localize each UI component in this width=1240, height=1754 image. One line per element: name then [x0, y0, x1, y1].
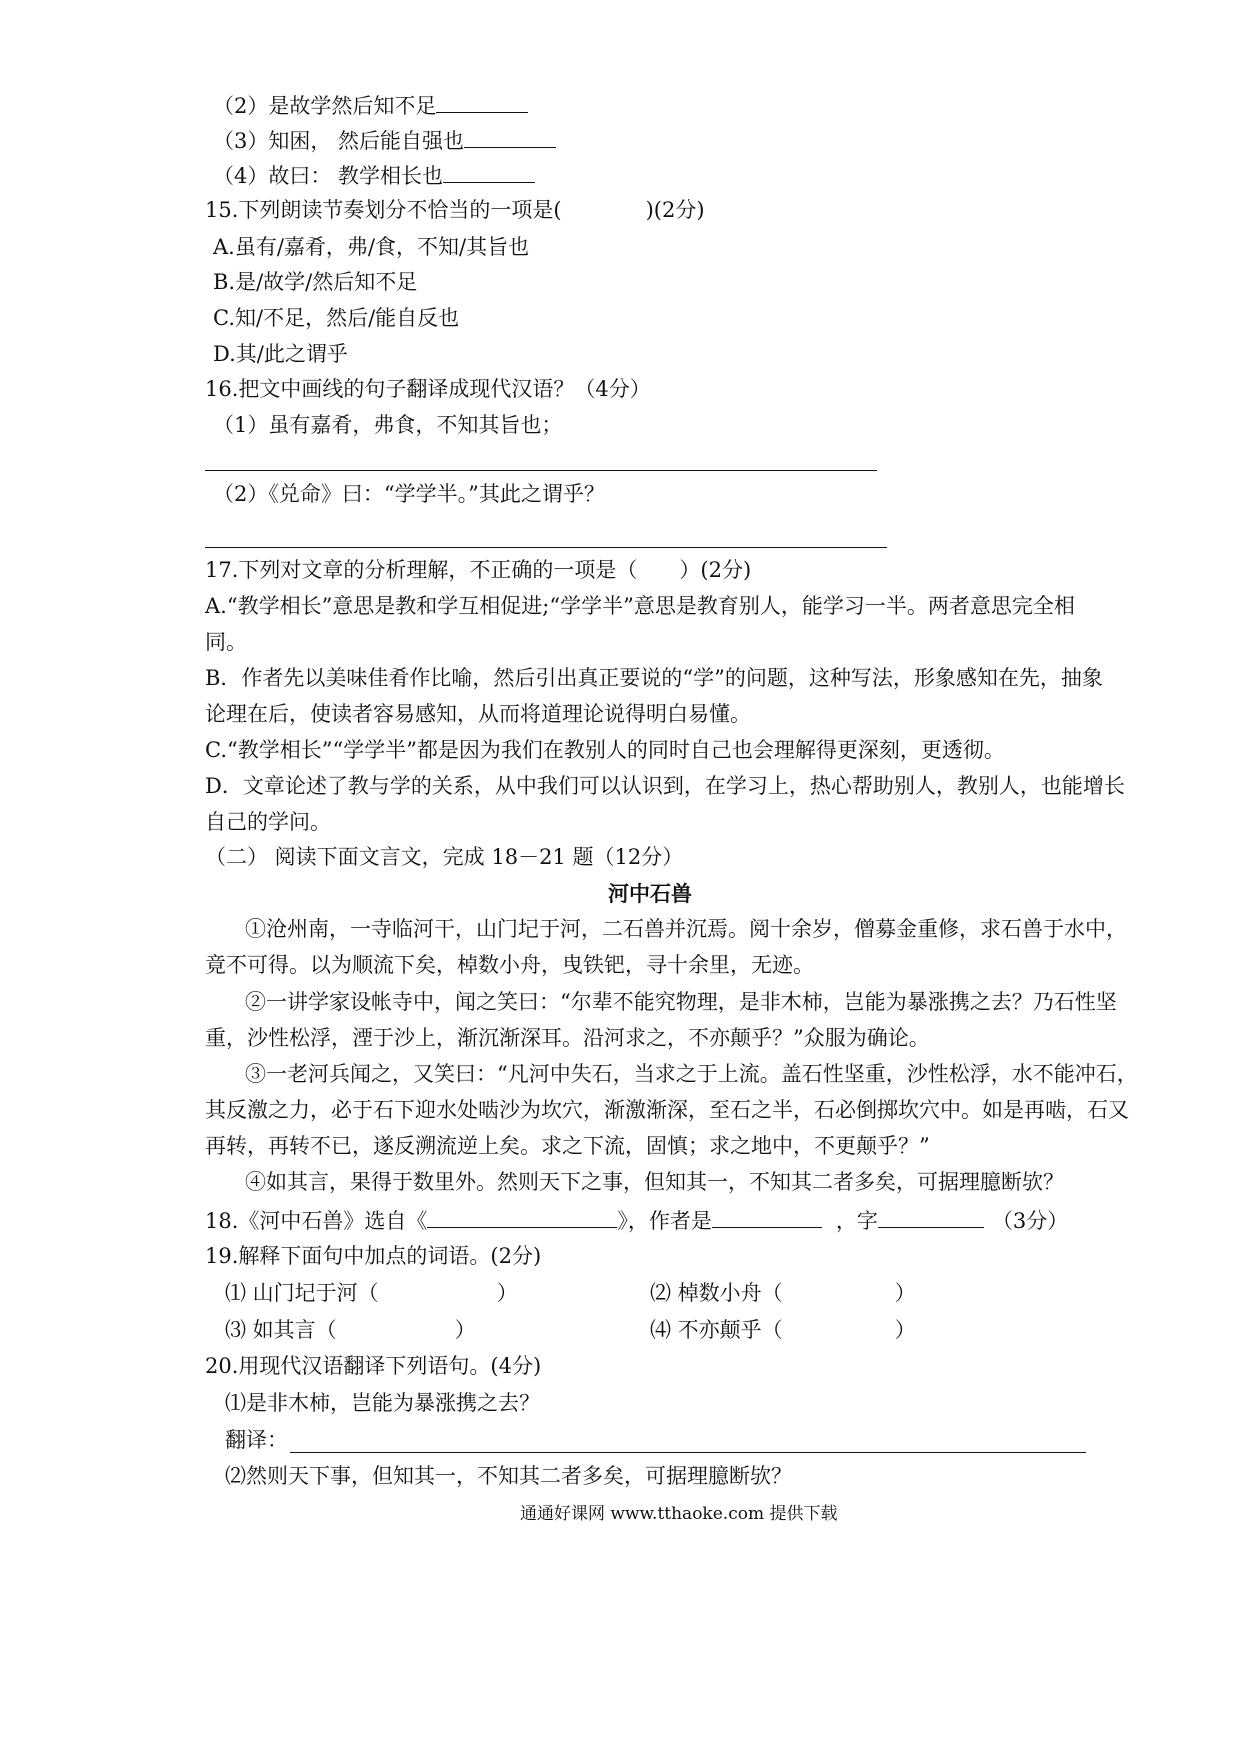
q19-item-4: ⑷ 不亦颠乎（ ）: [650, 1318, 916, 1342]
passage-p3-line-1: ③一老河兵闻之，又笑曰：“凡河中失石，当求之于上流。盖石性坚重，沙性松浮，水不能冲石，: [245, 1062, 1138, 1086]
answer-line[interactable]: [205, 547, 887, 548]
q20-stem: 20.用现代汉语翻译下列语句。(4分): [205, 1354, 542, 1378]
q15-option-d: D.其/此之谓乎: [213, 342, 348, 366]
q14-item-2: （2）是故学然后知不足: [213, 90, 528, 120]
q15-option-c: C.知/不足，然后/能自反也: [213, 306, 460, 330]
answer-blank-courtesy-name[interactable]: [878, 1205, 984, 1228]
q19-item-3: ⑶ 如其言（ ）: [225, 1318, 476, 1342]
passage-p3-line-3: 再转，再转不已，遂反溯流逆上矣。求之下流，固慎；求之地中，不更颠乎？”: [205, 1134, 930, 1158]
passage-p2-line-1: ②一讲学家设帐寺中，闻之笑曰：“尔辈不能究物理，是非木柿，岂能为暴涨携之去？乃石性坚: [245, 990, 1117, 1014]
q17-option-d-line-2: 自己的学问。: [205, 810, 331, 834]
q14-item-4: （4）故曰： 教学相长也: [213, 160, 535, 190]
q17-option-c: C.“教学相长”“学学半”都是因为我们在教别人的同时自己也会理解得更深刻，更透彻。: [205, 738, 1005, 762]
q15-option-b: B.是/故学/然后知不足: [213, 270, 418, 294]
passage-p3-line-2: 其反激之力，必于石下迎水处啮沙为坎穴，渐激渐深，至石之半，石必倒掷坎穴中。如是再啮，石又: [205, 1098, 1129, 1122]
section-heading: （二） 阅读下面文言文，完成 18－21 题（12分）: [205, 845, 684, 869]
q16-sentence-2: （2）《兑命》曰：“学学半。”其此之谓乎？: [213, 482, 605, 506]
q15-option-a: A.虽有/嘉肴，弗/食，不知/其旨也: [213, 235, 530, 259]
q17-stem: 17.下列对文章的分析理解，不正确的一项是（ ）(2分): [205, 558, 752, 582]
passage-p1-line-2: 竟不可得。以为顺流下矣，棹数小舟，曳铁钯，寻十余里，无迹。: [205, 953, 814, 977]
answer-blank-book[interactable]: [427, 1205, 617, 1228]
q14-item-3: （3）知困， 然后能自强也: [213, 125, 556, 155]
answer-blank[interactable]: [436, 90, 528, 113]
q20-translate-label: 翻译：: [225, 1428, 288, 1452]
passage-p1-line-1: ①沧州南，一寺临河干，山门圮于河，二石兽并沉焉。阅十余岁，僧募金重修，求石兽于水中，: [245, 917, 1127, 941]
q19-item-2: ⑵ 棹数小舟（ ）: [650, 1281, 916, 1305]
q17-option-a-line-1: A.“教学相长”意思是教和学互相促进;“学学半”意思是教育别人，能学习一半。两者意思完全相: [205, 594, 1075, 618]
footer-credit: 通通好课网 www.tthaoke.com 提供下载: [520, 1504, 838, 1524]
q19-stem: 19.解释下面句中加点的词语。(2分): [205, 1244, 542, 1268]
q17-option-d-line-1: D．文章论述了教与学的关系，从中我们可以认识到，在学习上，热心帮助别人，教别人，也能增长: [205, 774, 1125, 798]
passage-p4: ④如其言，果得于数里外。然则天下之事，但知其一，不知其二者多矣，可据理臆断欤？: [245, 1170, 1064, 1194]
q15-stem: 15.下列朗读节奏划分不恰当的一项是( )(2分): [205, 198, 705, 222]
answer-blank[interactable]: [443, 160, 535, 183]
q16-sentence-1: （1）虽有嘉肴，弗食，不知其旨也；: [213, 413, 563, 437]
passage-p2-line-2: 重，沙性松浮，湮于沙上，渐沉渐深耳。沿河求之，不亦颠乎？”众服为确论。: [205, 1026, 930, 1050]
q17-option-b-line-1: B．作者先以美味佳肴作比喻，然后引出真正要说的“学”的问题，这种写法，形象感知在先，抽象: [205, 666, 1103, 690]
q20-sentence-2: ⑵然则天下事，但知其一，不知其二者多矣，可据理臆断欤？: [225, 1464, 792, 1488]
q16-stem: 16.把文中画线的句子翻译成现代汉语？（4分）: [205, 377, 651, 401]
q20-sentence-1: ⑴是非木柿，岂能为暴涨携之去？: [225, 1391, 540, 1415]
answer-line[interactable]: [205, 470, 877, 471]
q17-option-b-line-2: 论理在后，使读者容易感知，从而将道理论说得明白易懂。: [205, 702, 751, 726]
answer-blank-author[interactable]: [712, 1205, 822, 1228]
passage-title: 河中石兽: [608, 882, 692, 906]
q19-item-1: ⑴ 山门圮于河（ ）: [225, 1281, 518, 1305]
q18: 18.《河中石兽》选自《 》，作者是 ，字 （3分）: [205, 1205, 1068, 1235]
answer-line[interactable]: [290, 1452, 1086, 1453]
answer-blank[interactable]: [464, 125, 556, 148]
q17-option-a-line-2: 同。: [205, 630, 247, 654]
